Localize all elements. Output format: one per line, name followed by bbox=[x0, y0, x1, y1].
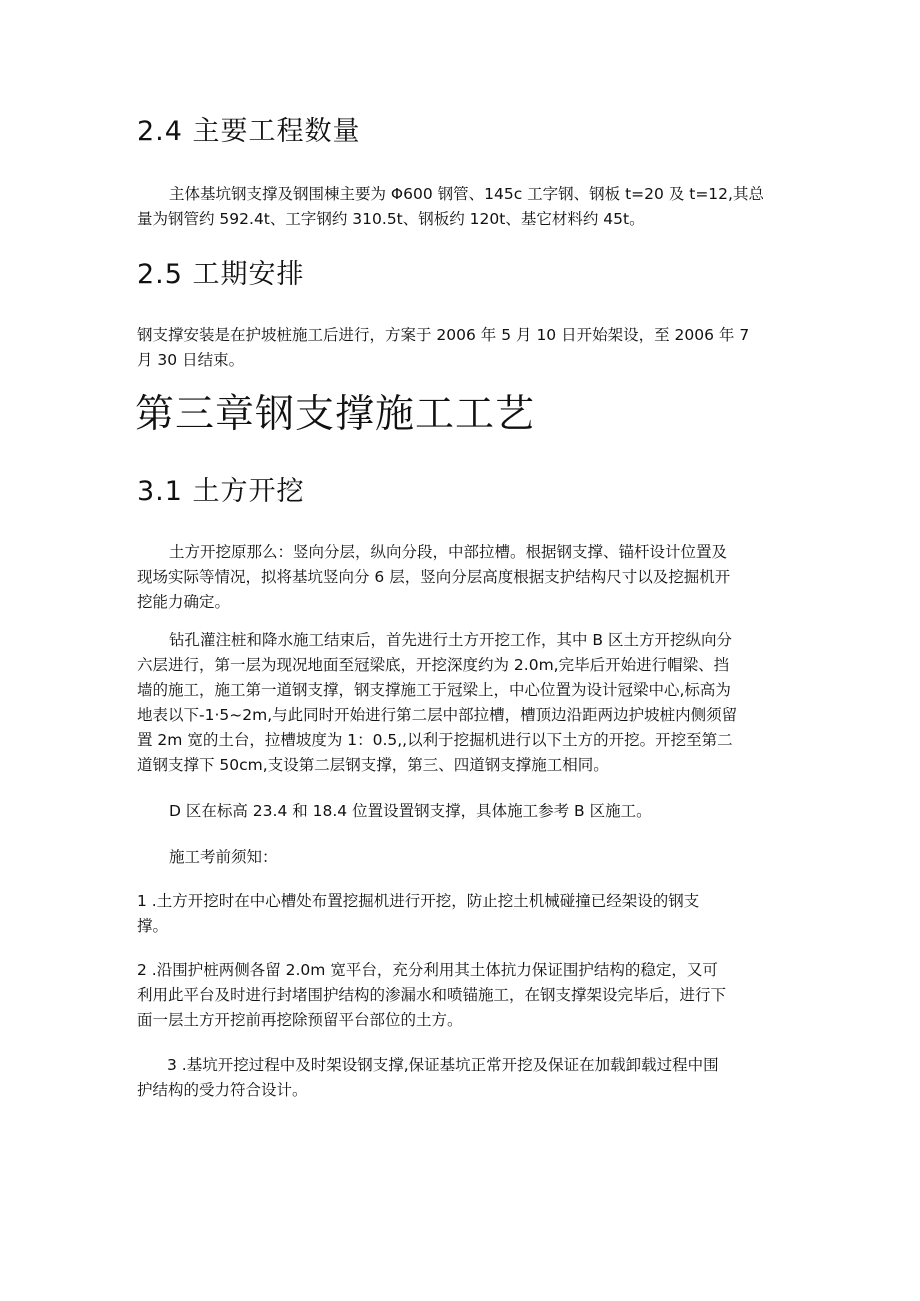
paragraph-line: 撑。 bbox=[137, 917, 169, 935]
paragraph-line: 2 .沿围护桩两侧各留 2.0m 宽平台，充分利用其土体抗力保证围护结构的稳定，又可 bbox=[137, 961, 718, 979]
paragraph-line: 量为钢管约 592.4t、工字钢约 310.5t、钢板约 120t、基它材料约 45t。 bbox=[137, 210, 645, 228]
heading-2-5: 2.5 工期安排 bbox=[137, 259, 305, 290]
paragraph-line: 面一层土方开挖前再挖除预留平台部位的土方。 bbox=[137, 1011, 463, 1029]
list-item-2 bbox=[137, 958, 787, 1033]
paragraph-line: 钢支撑安装是在护坡桩施工后进行，方案于 2006 年 5 月 10 日开始架设，至 2006 年 7 bbox=[137, 326, 750, 344]
paragraph-line: 利用此平台及时进行封堵围护结构的渗漏水和喷锚施工，在钢支撑架设完毕后，进行下 bbox=[137, 986, 727, 1004]
paragraph-quantities bbox=[137, 182, 787, 232]
paragraph-schedule bbox=[137, 323, 787, 373]
paragraph-line: 地表以下-1·5~2m,与此同时开始进行第二层中部拉槽，槽顶边沿距两边护坡桩内侧须留 bbox=[137, 706, 738, 724]
chapter-3-title: 第三章钢支撑施工工艺 bbox=[135, 392, 536, 437]
list-item-3 bbox=[137, 1053, 787, 1103]
paragraph-line: 土方开挖原那么：竖向分层，纵向分段，中部拉槽。根据钢支撑、锚杆设计位置及 bbox=[169, 543, 728, 561]
paragraph-line: 现场实际等情况，拟将基坑竖向分 6 层，竖向分层高度根据支护结构尺寸以及挖掘机开 bbox=[137, 568, 731, 586]
paragraph-line: 月 30 日结束。 bbox=[137, 351, 245, 369]
paragraph-line: 墙的施工，施工第一道钢支撑，钢支撑施工于冠梁上，中心位置为设计冠梁中心,标高为 bbox=[137, 681, 731, 699]
paragraph-line: 置 2m 宽的土台，拉槽坡度为 1：0.5,,以利于挖掘机进行以下土方的开挖。开挖至第二 bbox=[137, 731, 733, 749]
paragraph-zone-d bbox=[137, 799, 787, 824]
paragraph-line: 主体基坑钢支撑及钢围棟主要为 Φ600 钢管、145c 工字钢、钢板 t=20 及 t=12,其总 bbox=[169, 185, 764, 203]
heading-2-4: 2.4 主要工程数量 bbox=[137, 116, 361, 147]
paragraph-line: D 区在标高 23.4 和 18.4 位置设置钢支撑，具体施工参考 B 区施工。 bbox=[169, 802, 652, 820]
list-item-1 bbox=[137, 889, 787, 939]
paragraph-line: 护结构的受力符合设计。 bbox=[137, 1081, 308, 1099]
paragraph-line: 施工考前须知： bbox=[169, 848, 278, 866]
paragraph-line: 挖能力确定。 bbox=[137, 593, 231, 611]
paragraph-line: 3 .基坑开挖过程中及时架设钢支撑,保证基坑正常开挖及保证在加载卸载过程中围 bbox=[167, 1056, 719, 1074]
paragraph-line: 道钢支撑下 50cm,支设第二层钢支撑，第三、四道钢支撑施工相同。 bbox=[137, 756, 609, 774]
paragraph-line: 1 .土方开挖时在中心槽处布置挖掘机进行开挖，防止挖土机械碰撞已经架设的钢支 bbox=[137, 892, 700, 910]
paragraph-line: 六层进行，第一层为现况地面至冠梁底，开挖深度约为 2.0m,完毕后开始进行帽梁、挡 bbox=[137, 656, 730, 674]
paragraph-excavation-process bbox=[137, 628, 787, 778]
paragraph-notes-title bbox=[137, 845, 787, 870]
paragraph-line: 钻孔灌注桩和降水施工结束后，首先进行土方开挖工作，其中 B 区土方开挖纵向分 bbox=[169, 631, 732, 649]
paragraph-excavation-principle bbox=[137, 540, 787, 615]
heading-3-1: 3.1 土方开挖 bbox=[137, 476, 305, 507]
